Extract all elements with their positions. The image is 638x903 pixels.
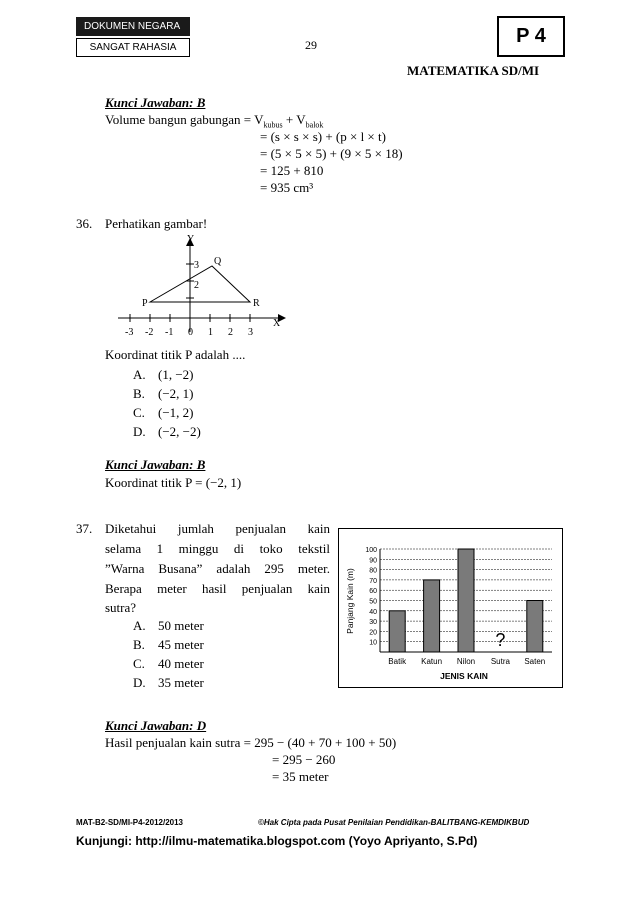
q36-option-letter: C. bbox=[133, 405, 145, 420]
bar-batik bbox=[389, 611, 405, 652]
y-tick-labels bbox=[365, 547, 377, 647]
y-tick-label: 30 bbox=[369, 619, 377, 627]
coordinate-graph bbox=[110, 232, 295, 342]
x-category-label: Saten bbox=[524, 657, 546, 666]
q35-step: = 125 + 810 bbox=[260, 163, 324, 178]
x-category-label: Katun bbox=[421, 657, 443, 666]
x-category-label: Nilon bbox=[456, 657, 476, 666]
package-code: P 4 bbox=[497, 16, 565, 57]
q36-answer-text: Koordinat titik P = (−2, 1) bbox=[105, 475, 242, 490]
q37-number: 37. bbox=[76, 521, 93, 536]
y-tick-label: 50 bbox=[369, 598, 377, 606]
q37-option-text: 45 meter bbox=[158, 637, 204, 652]
y-tick-label: 2 bbox=[194, 280, 199, 291]
triangle-pqr bbox=[150, 266, 250, 302]
y-tick-label: 100 bbox=[365, 547, 377, 554]
q37-option-letter: D. bbox=[133, 675, 146, 690]
q37-option-text: 50 meter bbox=[158, 618, 204, 633]
q36-option-letter: D. bbox=[133, 424, 146, 439]
q37-text-line: ”Warna Busana” adalah 295 meter. bbox=[105, 561, 330, 576]
q37-text-line: sutra? bbox=[105, 600, 137, 615]
q37-text-line: Berapa meter hasil penjualan kain bbox=[105, 581, 330, 596]
bar-katun bbox=[424, 580, 440, 652]
subject-title: MATEMATIKA SD/MI bbox=[407, 63, 540, 78]
q37-option-text: 35 meter bbox=[158, 675, 204, 690]
x-axis-label: X bbox=[273, 318, 281, 329]
x-tick-label: -2 bbox=[145, 327, 154, 338]
q35-line-prefix: Volume bangun gabungan = V bbox=[105, 112, 264, 127]
x-tick-label: 2 bbox=[228, 327, 233, 338]
fabric-sales-chart bbox=[338, 528, 563, 688]
q37-answer-step: = 295 − 260 bbox=[272, 752, 336, 767]
unknown-value-marker: ? bbox=[495, 630, 506, 650]
x-tick-label: 0 bbox=[188, 327, 193, 338]
bar-saten bbox=[527, 601, 543, 653]
q36-number: 36. bbox=[76, 216, 93, 231]
page-number: 29 bbox=[305, 38, 317, 52]
y-tick-label: 60 bbox=[369, 588, 377, 596]
q37-answer-line: Hasil penjualan kain sutra = 295 − (40 + 70 + 100 + 50) bbox=[105, 735, 397, 750]
x-tick-label: 1 bbox=[208, 327, 213, 338]
q36-option-letter: B. bbox=[133, 386, 145, 401]
q35-answer-key: Kunci Jawaban: B bbox=[105, 95, 206, 110]
q35-step: = (s × s × s) + (p × l × t) bbox=[260, 129, 386, 144]
y-tick-label: 90 bbox=[369, 557, 377, 565]
q36-option-text: (1, −2) bbox=[158, 367, 194, 382]
y-tick-label: 3 bbox=[194, 260, 199, 271]
q37-answer-step: = 35 meter bbox=[272, 769, 329, 784]
chart-x-label: JENIS KAIN bbox=[440, 671, 488, 681]
footer-visit-link: Kunjungi: http://ilmu-matematika.blogspot.com (Yoyo Apriyanto, S.Pd) bbox=[76, 834, 478, 848]
y-tick-label: 70 bbox=[369, 577, 377, 585]
q37-answer-key: Kunci Jawaban: D bbox=[105, 718, 207, 733]
q35-sub-kubus: kubus bbox=[263, 120, 283, 130]
footer-code: MAT-B2-SD/MI-P4-2012/2013 bbox=[76, 818, 183, 827]
bar-nilon bbox=[458, 549, 474, 652]
x-category-labels bbox=[388, 657, 545, 666]
q37-option-letter: A. bbox=[133, 618, 146, 633]
q35-step: = (5 × 5 × 5) + (9 × 5 × 18) bbox=[260, 146, 403, 161]
q37-option-letter: B. bbox=[133, 637, 145, 652]
secret-label-badge: SANGAT RAHASIA bbox=[76, 38, 190, 57]
bar-chart-svg bbox=[339, 529, 562, 687]
q37-option-letter: C. bbox=[133, 656, 145, 671]
point-label-q: Q bbox=[214, 256, 222, 267]
q35-sub-balok: balok bbox=[305, 120, 324, 130]
q35-step: = 935 cm³ bbox=[260, 180, 314, 195]
q36-option-text: (−2, 1) bbox=[158, 386, 194, 401]
y-axis-label: Y bbox=[187, 234, 195, 245]
q36-prompt: Perhatikan gambar! bbox=[105, 216, 208, 231]
q36-answer-key: Kunci Jawaban: B bbox=[105, 457, 206, 472]
q36-option-text: (−1, 2) bbox=[158, 405, 194, 420]
q36-option-text: (−2, −2) bbox=[158, 424, 201, 439]
y-tick-label: 40 bbox=[369, 608, 377, 616]
x-category-label: Sutra bbox=[490, 657, 510, 666]
x-category-label: Batik bbox=[388, 657, 407, 666]
q36-question: Koordinat titik P adalah .... bbox=[105, 347, 246, 362]
point-label-r: R bbox=[253, 298, 260, 309]
x-tick-label: -3 bbox=[125, 327, 134, 338]
point-label-p: P bbox=[142, 298, 148, 309]
y-tick-label: 80 bbox=[369, 567, 377, 575]
chart-y-label: Panjang Kain (m) bbox=[345, 568, 355, 634]
x-tick-label: -1 bbox=[165, 327, 174, 338]
x-tick-label: 3 bbox=[248, 327, 253, 338]
q37-text-line: Diketahui jumlah penjualan kain bbox=[105, 521, 330, 536]
q35-line-mid: + V bbox=[282, 112, 306, 127]
q37-text-line: selama 1 minggu di toko tekstil bbox=[105, 541, 330, 556]
q37-option-text: 40 meter bbox=[158, 656, 204, 671]
footer-copyright: ©Hak Cipta pada Pusat Penilaian Pendidikan-BALITBANG-KEMDIKBUD bbox=[258, 818, 530, 827]
doc-label-badge: DOKUMEN NEGARA bbox=[76, 17, 190, 36]
q36-option-letter: A. bbox=[133, 367, 146, 382]
y-tick-label: 20 bbox=[369, 629, 377, 637]
y-tick-label: 10 bbox=[369, 639, 377, 647]
